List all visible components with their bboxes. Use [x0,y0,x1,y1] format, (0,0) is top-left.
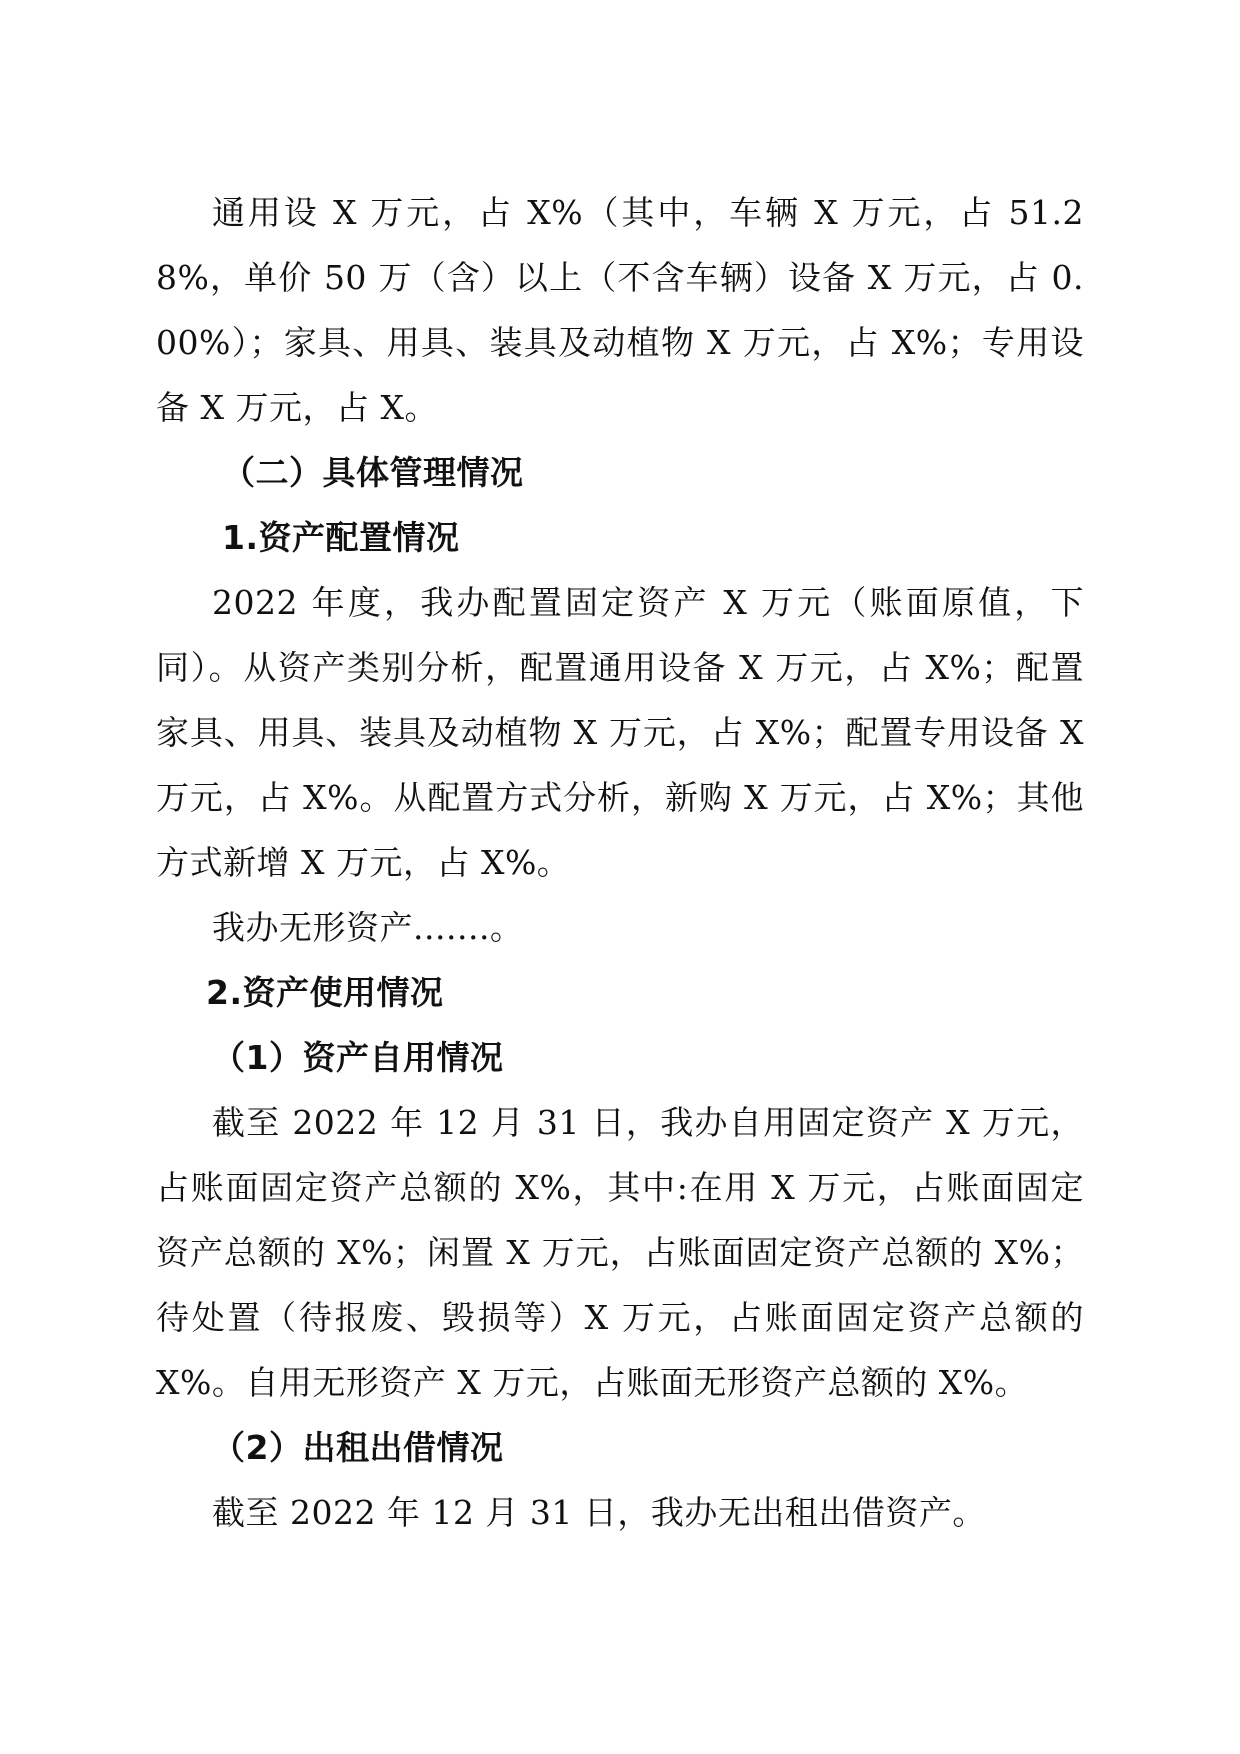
document-body [156,180,1084,1545]
paragraph-intangible-assets: 我办无形资产.......。 [212,908,524,947]
subsection-heading-usage: 2.资产使用情况 [206,973,444,1012]
subsubsection-heading-rent-lend: （2）出租出借情况 [212,1428,504,1467]
section-heading-management: （二）具体管理情况 [222,453,524,492]
paragraph-general-equipment: 通用设 X 万元，占 X%（其中，车辆 X 万元，占 51.28%，单价 50 万（含）以上（不含车辆）设备 X 万元，占 0.00%）；家具、用具、装具及动植物 X 万元，占 X%；专用设备 X 万元，占 X。 [156,193,1084,427]
subsection-heading-allocation: 1.资产配置情况 [222,518,460,557]
paragraph-rent-lend: 截至 2022 年 12 月 31 日，我办无出租出借资产。 [212,1493,986,1532]
subsubsection-heading-self-use: （1）资产自用情况 [212,1038,504,1077]
paragraph-allocation: 2022 年度，我办配置固定资产 X 万元（账面原值，下同）。从资产类别分析，配置通用设备 X 万元，占 X%；配置家具、用具、装具及动植物 X 万元，占 X%；配置专用设备 X 万元，占 X%。从配置方式分析，新购 X 万元，占 X%；其他方式新增 X 万元，占 X%。 [156,583,1084,882]
paragraph-self-use: 截至 2022 年 12 月 31 日，我办自用固定资产 X 万元，占账面固定资产总额的 X%，其中:在用 X 万元，占账面固定资产总额的 X%；闲置 X 万元，占账面固定资产总额的 X%；待处置（待报废、毁损等）X 万元，占账面固定资产总额的 X%。自用无形资产 X 万元，占账面无形资产总额的 X%。 [156,1103,1084,1402]
